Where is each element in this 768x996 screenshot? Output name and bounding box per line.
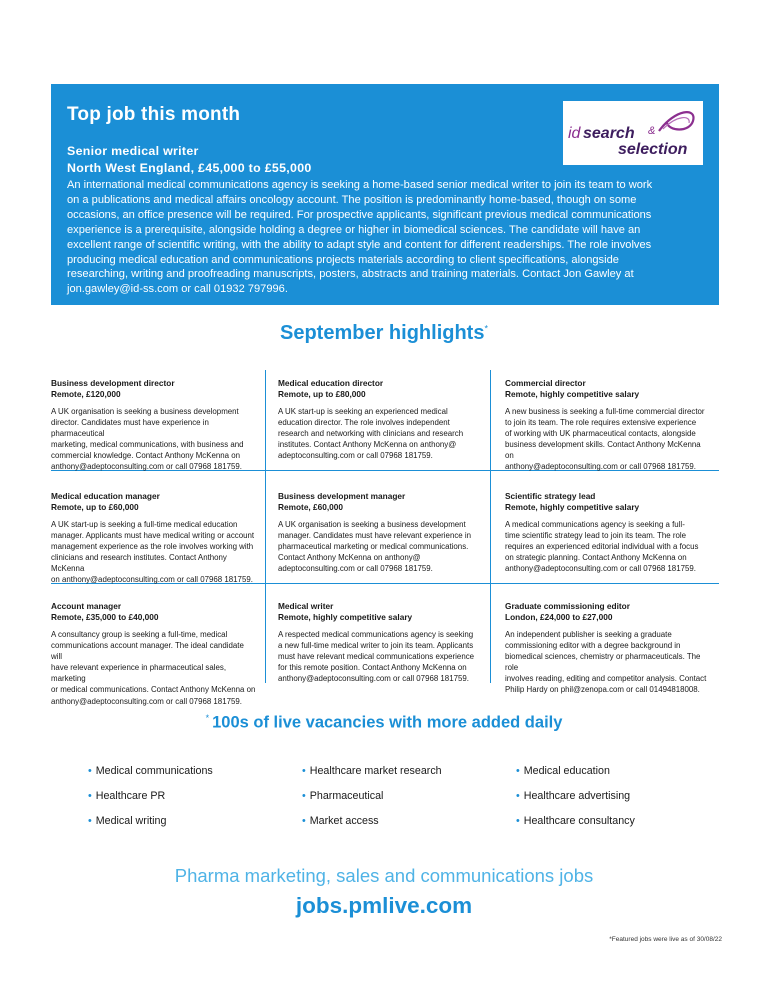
sector-column-1 xyxy=(88,765,213,840)
top-job-banner xyxy=(51,84,719,305)
job-title: Medical education director xyxy=(278,378,384,388)
job-card xyxy=(51,378,256,473)
job-description-line: management experience as the role involves working with xyxy=(51,542,254,552)
job-description-line: A UK start-up is seeking an experienced medical xyxy=(278,407,448,416)
job-description-line: A new business is seeking a full-time commercial director xyxy=(505,407,705,416)
job-description-line: marketing, medical communications, with business and xyxy=(51,440,244,450)
sector-item: • Pharmaceutical xyxy=(302,790,384,802)
job-title: Scientific strategy lead xyxy=(505,491,596,501)
job-description-line: A respected medical communications agency is seeking xyxy=(278,630,474,639)
logo-search-text: search xyxy=(583,125,635,142)
job-salary: Remote, £60,000 xyxy=(278,502,344,512)
site-link[interactable]: jobs.pmlive.com xyxy=(295,893,473,918)
job-card xyxy=(505,378,710,473)
bullet-icon: • xyxy=(516,815,520,827)
job-description-line: or medical communications. Contact Anthony McKenna on xyxy=(51,685,256,695)
job-salary: London, £24,000 to £27,000 xyxy=(505,612,613,622)
bullet-icon: • xyxy=(302,790,306,802)
job-title: Medical education manager xyxy=(51,491,160,501)
highlights-heading-text: September highlights xyxy=(280,322,485,344)
job-description-line: anthony@adeptoconsulting.com or call 07968 181759. xyxy=(51,462,242,472)
highlights-heading xyxy=(0,322,768,345)
top-job-heading: Top job this month xyxy=(67,104,241,125)
job-description-line: time scientific strategy lead to join its team. The role xyxy=(505,531,686,541)
job-card xyxy=(51,601,256,707)
logo-ampersand-text: & xyxy=(648,125,656,137)
job-description-line: involves reading, editing and competitor analysis. Contact xyxy=(505,674,707,684)
job-description-line: on strategic planning. Contact Anthony McKenna on xyxy=(505,553,687,563)
bullet-icon: • xyxy=(88,790,92,802)
job-description-line: must have relevant medical communications experience xyxy=(278,652,475,662)
job-card xyxy=(278,378,483,461)
job-salary: Remote, £120,000 xyxy=(51,389,121,399)
job-salary: Remote, highly competitive salary xyxy=(505,389,640,399)
job-description-line: communications account manager. The ideal candidate will xyxy=(51,641,244,662)
sector-item: • Healthcare market research xyxy=(302,765,442,777)
job-description-line: requires an experienced editorial individual with a focus xyxy=(505,542,699,552)
job-description-line: A UK organisation is seeking a business development xyxy=(278,520,466,529)
top-job-location-salary: North West England, £45,000 to £55,000 xyxy=(67,161,312,175)
job-title: Business development manager xyxy=(278,491,406,501)
job-description-line: commissioning editor with a degree background in xyxy=(505,641,681,651)
job-description-line: research and networking with clinicians and research xyxy=(278,429,464,439)
bullet-icon: • xyxy=(516,765,520,777)
job-card xyxy=(278,491,483,574)
job-description-line: manager. Candidates must have relevant experience in xyxy=(278,531,471,541)
job-description-line: institutes. Contact Anthony McKenna on anthony@ xyxy=(278,440,457,450)
sector-item: • Healthcare advertising xyxy=(516,790,631,802)
job-card xyxy=(278,601,483,684)
job-description-line: clinicians and research institutes. Contact Anthony McKenna xyxy=(51,553,227,574)
sector-item: • Medical communications xyxy=(88,765,213,777)
job-description-line: An independent publisher is seeking a graduate xyxy=(505,630,672,639)
bullet-icon: • xyxy=(302,765,306,777)
grid-divider-v2 xyxy=(490,370,491,683)
job-description-line: A UK start-up is seeking a full-time medical education xyxy=(51,520,238,529)
job-description-line: have relevant experience in pharmaceutical sales, marketing xyxy=(51,663,227,684)
highlights-marker: * xyxy=(484,323,488,334)
top-job-title: Senior medical writer xyxy=(67,144,199,158)
sector-item: • Medical education xyxy=(516,765,610,777)
job-description-line: adeptoconsulting.com or call 07968 181759. xyxy=(278,451,433,461)
bullet-icon: • xyxy=(516,790,520,802)
job-description-line: director. Candidates must have experience in pharmaceutical xyxy=(51,418,209,439)
job-title: Commercial director xyxy=(505,378,586,388)
job-description-line: A consultancy group is seeking a full-time, medical xyxy=(51,630,228,639)
job-description-line: biomedical sciences, chemistry or pharmaceuticals. The role xyxy=(505,652,701,673)
id-search-selection-logo xyxy=(563,101,703,165)
job-description-line: anthony@adeptoconsulting.com or call 07968 181759. xyxy=(505,462,696,472)
job-description-line: Philip Hardy on phil@zenopa.com or call 01494818008. xyxy=(505,685,700,695)
job-title: Business development director xyxy=(51,378,175,388)
job-card xyxy=(505,491,710,574)
job-description-line: A UK organisation is seeking a business development xyxy=(51,407,239,416)
job-salary: Remote, £35,000 to £40,000 xyxy=(51,612,159,622)
top-job-description: An international medical communications agency is seeking a home-based senior medical writer to join its team to work on a publications and medical affairs oncology account. The position is predominantly home-based, though on some occasions, an office presence will be required. For prospective applicants, significant previous medical communications experience is a prerequisite, alongside holding a degree or higher in biomedical sciences. The candidate will have an excellent range of scientific writing, with the ability to adapt style and content for different readerships. The role involves producing medical education and communications projects materials according to client specifications, alongside researching, writing and proofreading manuscripts, posters, abstracts and training materials. Contact Jon Gawley at jon.gawley@id-ss.com or call 01932 797996. xyxy=(67,179,653,296)
job-salary: Remote, up to £60,000 xyxy=(51,502,139,512)
sector-item: • Market access xyxy=(302,815,379,827)
job-description-line: for this remote position. Contact Anthony McKenna on xyxy=(278,663,467,673)
sector-item: • Medical writing xyxy=(88,815,167,827)
tagline: Pharma marketing, sales and communications jobs xyxy=(174,865,594,886)
grid-divider-v1 xyxy=(265,370,266,683)
sector-item: • Healthcare consultancy xyxy=(516,815,635,827)
job-description-line: Contact Anthony McKenna on anthony@ xyxy=(278,553,421,563)
bullet-icon: • xyxy=(88,765,92,777)
job-description-line: anthony@adeptoconsulting.com or call 07968 181759. xyxy=(51,696,242,706)
job-description-line: adeptoconsulting.com or call 07968 181759. xyxy=(278,564,433,574)
bullet-icon: • xyxy=(302,815,306,827)
job-salary: Remote, highly competitive salary xyxy=(278,612,413,622)
logo-selection-text: selection xyxy=(618,141,688,158)
sector-column-3 xyxy=(516,765,635,840)
job-description-line: commercial knowledge. Contact Anthony McKenna on xyxy=(51,451,241,461)
job-description-line: anthony@adeptoconsulting.com or call 07968 181759. xyxy=(505,564,696,574)
job-salary: Remote, up to £80,000 xyxy=(278,389,366,399)
footnote: *Featured jobs were live as of 30/08/22 xyxy=(609,936,722,943)
job-description-line: a new full-time medical writer to join its team. Applicants xyxy=(278,641,474,651)
job-description-line: education director. The role involves independent xyxy=(278,418,450,428)
sector-column-2 xyxy=(302,765,442,840)
job-title: Account manager xyxy=(51,601,122,611)
vacancies-marker: * xyxy=(205,713,210,723)
logo-id-text: id xyxy=(568,125,581,142)
job-title: Medical writer xyxy=(278,601,334,611)
job-description-line: A medical communications agency is seeking a full- xyxy=(505,520,685,529)
job-description-line: anthony@adeptoconsulting.com or call 07968 181759. xyxy=(278,674,469,684)
job-title: Graduate commissioning editor xyxy=(505,601,630,611)
job-description-line: manager. Applicants must have medical writing or account xyxy=(51,531,255,541)
job-description-line: pharmaceutical marketing or medical communications. xyxy=(278,542,469,552)
job-description-line: of working with UK pharmaceutical contacts, alongside xyxy=(505,429,696,439)
job-salary: Remote, highly competitive salary xyxy=(505,502,640,512)
job-description-line: business development skills. Contact Anthony McKenna on xyxy=(505,440,701,461)
job-card xyxy=(505,601,710,696)
vacancies-heading-text: 100s of live vacancies with more added daily xyxy=(212,713,563,732)
sector-item: • Healthcare PR xyxy=(88,790,166,802)
vacancies-heading xyxy=(0,713,768,733)
bullet-icon: • xyxy=(88,815,92,827)
job-description-line: on anthony@adeptoconsulting.com or call 07968 181759. xyxy=(51,575,253,585)
job-card xyxy=(51,491,256,586)
job-description-line: to join its team. The role requires extensive experience xyxy=(505,418,697,428)
